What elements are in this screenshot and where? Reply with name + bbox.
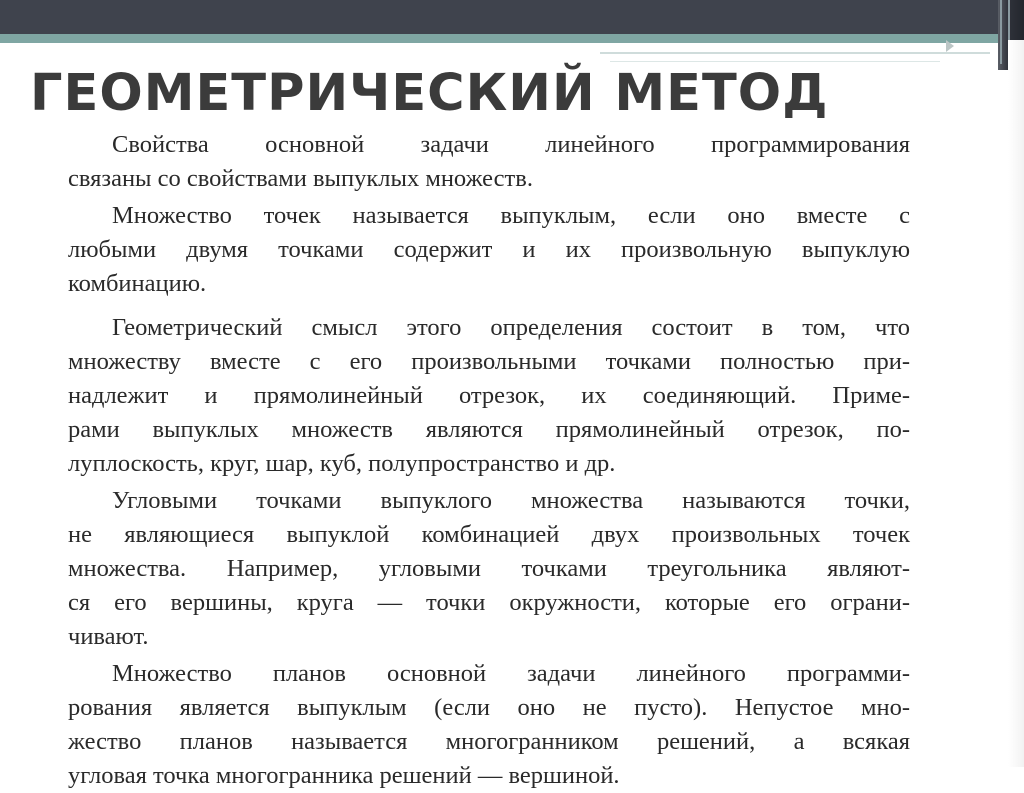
text-line: Геометрический смысл этого определения состоит в том, что [112,314,910,341]
decorative-arrow-icon [946,40,954,52]
text-line: рами выпуклых множеств являются прямолинейный отрезок, по- [68,416,910,443]
text-line: ся его вершины, круга — точки окружности, которые его ограни- [68,589,910,616]
text-line: чивают. [68,623,149,650]
decorative-line [600,52,990,54]
text-line: множеству вместе с его произвольными точками полностью при- [68,348,910,375]
text-line: надлежит и прямолинейный отрезок, их соединяющий. Приме- [68,382,910,409]
header-accent-line [0,34,1004,43]
text-line: Угловыми точками выпуклого множества называются точки, [112,487,910,514]
text-line: рования является выпуклым (если оно не пусто). Непустое мно- [68,694,910,721]
paragraph-4 [68,484,910,654]
text-line: жество планов называется многогранником решений, а всякая [68,728,910,755]
text-line: Множество точек называется выпуклым, если оно вместе с [112,202,910,229]
text-line: Множество планов основной задачи линейного программи- [112,660,910,687]
text-line: угловая точка многогранника решений — вершиной. [68,762,620,789]
slide-body [68,128,910,793]
text-line: любыми двумя точками содержит и их произвольную выпуклую [68,236,910,263]
text-line: луплоскость, круг, шар, куб, полупространство и др. [68,450,616,477]
text-line: комбинацию. [68,270,207,297]
decorative-line [610,61,940,62]
paragraph-5 [68,657,910,793]
text-line: множества. Например, угловыми точками треугольника являют- [68,555,910,582]
header-bar [0,0,1024,34]
paragraph-1 [68,128,910,196]
text-line: не являющиеся выпуклой комбинацией двух произвольных точек [68,521,910,548]
paragraph-3 [68,311,910,481]
corner-stripe [1000,0,1002,64]
text-line: Свойства основной задачи линейного программирования [112,131,910,158]
page-edge-shadow [1008,40,1024,767]
paragraph-2 [68,199,910,301]
text-line: связаны со свойствами выпуклых множеств. [68,165,533,192]
slide-title: ГЕОМЕТРИЧЕСКИЙ МЕТОД [30,64,829,123]
